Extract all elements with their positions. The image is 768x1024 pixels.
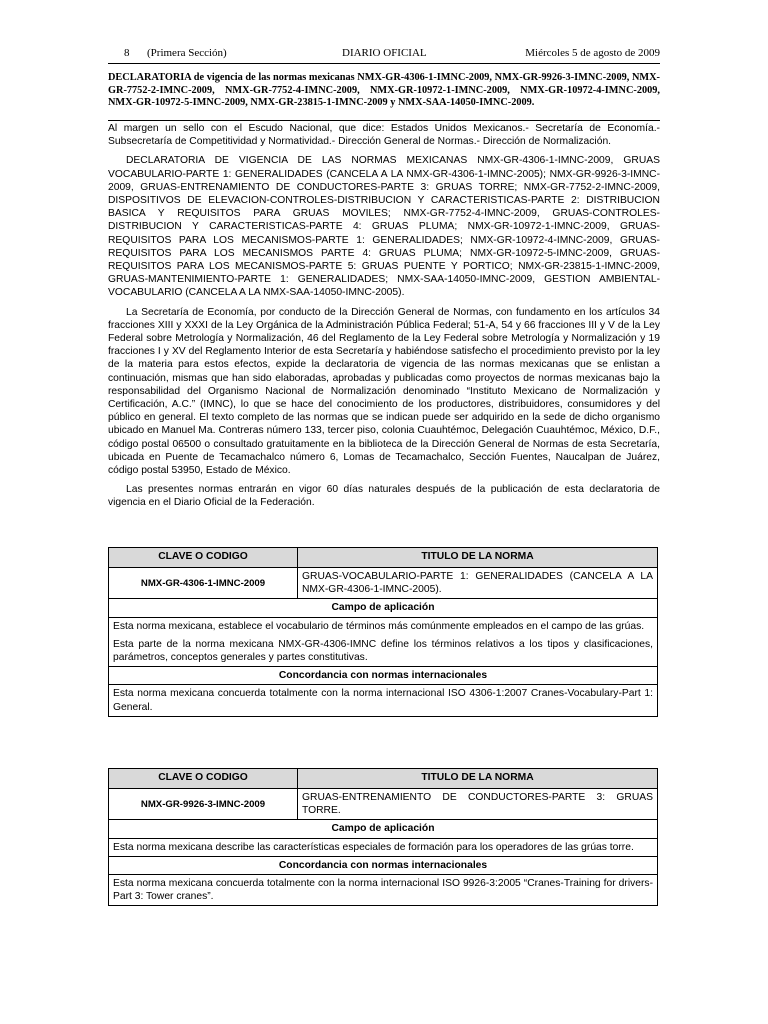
concordancia-text: Esta norma mexicana concuerda totalmente con la norma internacional ISO 4306-1:2007 Cranes-Vocabulary-Part 1: General. — [109, 685, 658, 716]
clave-value: NMX-GR-9926-3-IMNC-2009 — [109, 789, 298, 820]
title-rule — [108, 120, 660, 121]
document-page — [108, 0, 660, 903]
titulo-value: GRUAS-VOCABULARIO-PARTE 1: GENERALIDADES (CANCELA A LA NMX-GR-4306-1-IMNC-2005). — [298, 568, 658, 599]
concordancia-text: Esta norma mexicana concuerda totalmente con la norma internacional ISO 9926-3:2005 “Cranes-Training for drivers-Part 3: Tower cranes”. — [109, 875, 658, 906]
header-rule — [108, 63, 660, 64]
clave-header: CLAVE O CODIGO — [109, 769, 298, 789]
titulo-value: GRUAS-ENTRENAMIENTO DE CONDUCTORES-PARTE 3: GRUAS TORRE. — [298, 789, 658, 820]
clave-value: NMX-GR-4306-1-IMNC-2009 — [109, 568, 298, 599]
document-body — [108, 122, 660, 516]
fundamento-paragraph: La Secretaría de Economía, por conducto de la Dirección General de Normas, con fundamento en los artículos 34 fracciones XIII y XXXI de la Ley Orgánica de la Administración Pública Federal; 51-A, 54 y 66 fracciones III y V de la Ley Federal sobre Metrología y Normalización, 46 del Reglamento de la Ley Federal sobre Metrología y Normalización y 19 fracciones I y XV del Reglamento Interior de esta Secretaría y habiéndose satisfecho el procedimiento previsto por la ley de la materia para estos efectos, expide la declaratoria de vigencia de las normas mexicanas que se enlistan a continuación, mismas que han sido elaboradas, aprobadas y publicadas como proyectos de normas mexicanas bajo la responsabilidad del Organismo Nacional de Normalización denominado “Instituto Mexicano de Normalización y Certificación, A.C.” (IMNC), lo que se hace del conocimiento de los productores, distribuidores, consumidores y del público en general. El texto completo de las normas que se indican puede ser adquirido en la sede de dicho organismo ubicado en Manuel Ma. Contreras número 133, tercer piso, colonia Cuauhtémoc, Delegación Cuauhtémoc, México, D.F., código postal 06500 o consultado gratuitamente en la biblioteca de la Dirección General de Normas de esta Secretaría, ubicada en Puente de Tecamachalco número 6, Lomas de Tecamachalco, Sección Fuentes, Naucalpan de Juárez, código postal 53950, Estado de México. — [108, 306, 660, 477]
clave-header: CLAVE O CODIGO — [109, 548, 298, 568]
norm-table-2 — [108, 768, 658, 906]
norm-table-1 — [108, 547, 658, 717]
declaratoria-paragraph: DECLARATORIA DE VIGENCIA DE LAS NORMAS MEXICANAS NMX-GR-4306-1-IMNC-2009, GRUAS VOCABULARIO-PARTE 1: GENERALIDADES (CANCELA A LA NMX-GR-4306-1-IMNC-2005); NMX-GR-9926-3-IMNC-2009, GRUAS-ENTRENAMIENTO DE CONDUCTORES-PARTE 3: GRUAS TORRE; NMX-GR-7752-2-IMNC-2009, DISPOSITIVOS DE ELEVACION-CONTROLES-DISTRIBUCION Y CARACTERISTICAS-PARTE 2: DISTRIBUCION BASICA Y REQUISITOS PARA GRUAS MOVILES; NMX-GR-7752-4-IMNC-2009, GRUAS-CONTROLES-DISTRIBUCION Y CARACTERISTICAS-PARTE 4: GRUAS PLUMA; NMX-GR-10972-1-IMNC-2009, GRUAS-REQUISITOS PARA LOS MECANISMOS-PARTE 1: GENERALIDADES; NMX-GR-10972-4-IMNC-2009, GRUAS-REQUISITOS PARA LOS MECANISMOS PARTE 4: GRUAS PLUMA; NMX-GR-10972-5-IMNC-2009, GRUAS-REQUISITOS PARA LOS MECANISMOS-PARTE 5: GRUAS PUENTE Y PORTICO; NMX-GR-23815-1-IMNC-2009, GRUAS-MANTENIMIENTO-PARTE 1: GENERALIDADES; NMX-SAA-14050-IMNC-2009, GESTION AMBIENTAL-VOCABULARIO (CANCELA A LA NMX-SAA-14050-IMNC-2005). — [108, 155, 660, 299]
campo-text — [109, 617, 658, 667]
section-label: (Primera Sección) — [147, 47, 227, 59]
issue-date: Miércoles 5 de agosto de 2009 — [525, 47, 660, 59]
titulo-header: TITULO DE LA NORMA — [298, 769, 658, 789]
document-title: DECLARATORIA de vigencia de las normas mexicanas NMX-GR-4306-1-IMNC-2009, NMX-GR-9926-3-IMNC-2009, NMX-GR-7752-2-IMNC-2009, NMX-GR-7752-4-IMNC-2009, NMX-GR-10972-1-IMNC-2009, NMX-GR-10972-4-IMNC-2009, NMX-GR-10972-5-IMNC-2009, NMX-GR-23815-1-IMNC-2009 y NMX-SAA-14050-IMNC-2009. — [108, 72, 660, 109]
page-number: 8 — [124, 47, 130, 59]
titulo-header: TITULO DE LA NORMA — [298, 548, 658, 568]
concordancia-header: Concordancia con normas internacionales — [109, 667, 658, 685]
campo-header: Campo de aplicación — [109, 820, 658, 838]
campo-paragraph-1: Esta norma mexicana, establece el vocabulario de términos más comúnmente empleados en el campo de las grúas. — [113, 620, 645, 632]
concordancia-header: Concordancia con normas internacionales — [109, 856, 658, 874]
margin-seal-paragraph: Al margen un sello con el Escudo Nacional, que dice: Estados Unidos Mexicanos.- Secretaría de Economía.- Subsecretaría de Competitividad y Normatividad.- Dirección General de Normas.- Dirección de Normalización. — [108, 123, 660, 148]
campo-text: Esta norma mexicana describe las características especiales de formación para los operadores de las grúas torre. — [109, 838, 658, 856]
page-header — [108, 0, 660, 59]
vigor-paragraph: Las presentes normas entrarán en vigor 60 días naturales después de la publicación de esta declaratoria de vigencia en el Diario Oficial de la Federación. — [108, 484, 660, 509]
campo-header: Campo de aplicación — [109, 599, 658, 617]
paper-name: DIARIO OFICIAL — [342, 47, 427, 59]
campo-paragraph-2: Esta parte de la norma mexicana NMX-GR-4306-IMNC define los términos relativos a los tipos y clasificaciones, parámetros, conceptos generales y partes constitutivas. — [113, 638, 653, 664]
